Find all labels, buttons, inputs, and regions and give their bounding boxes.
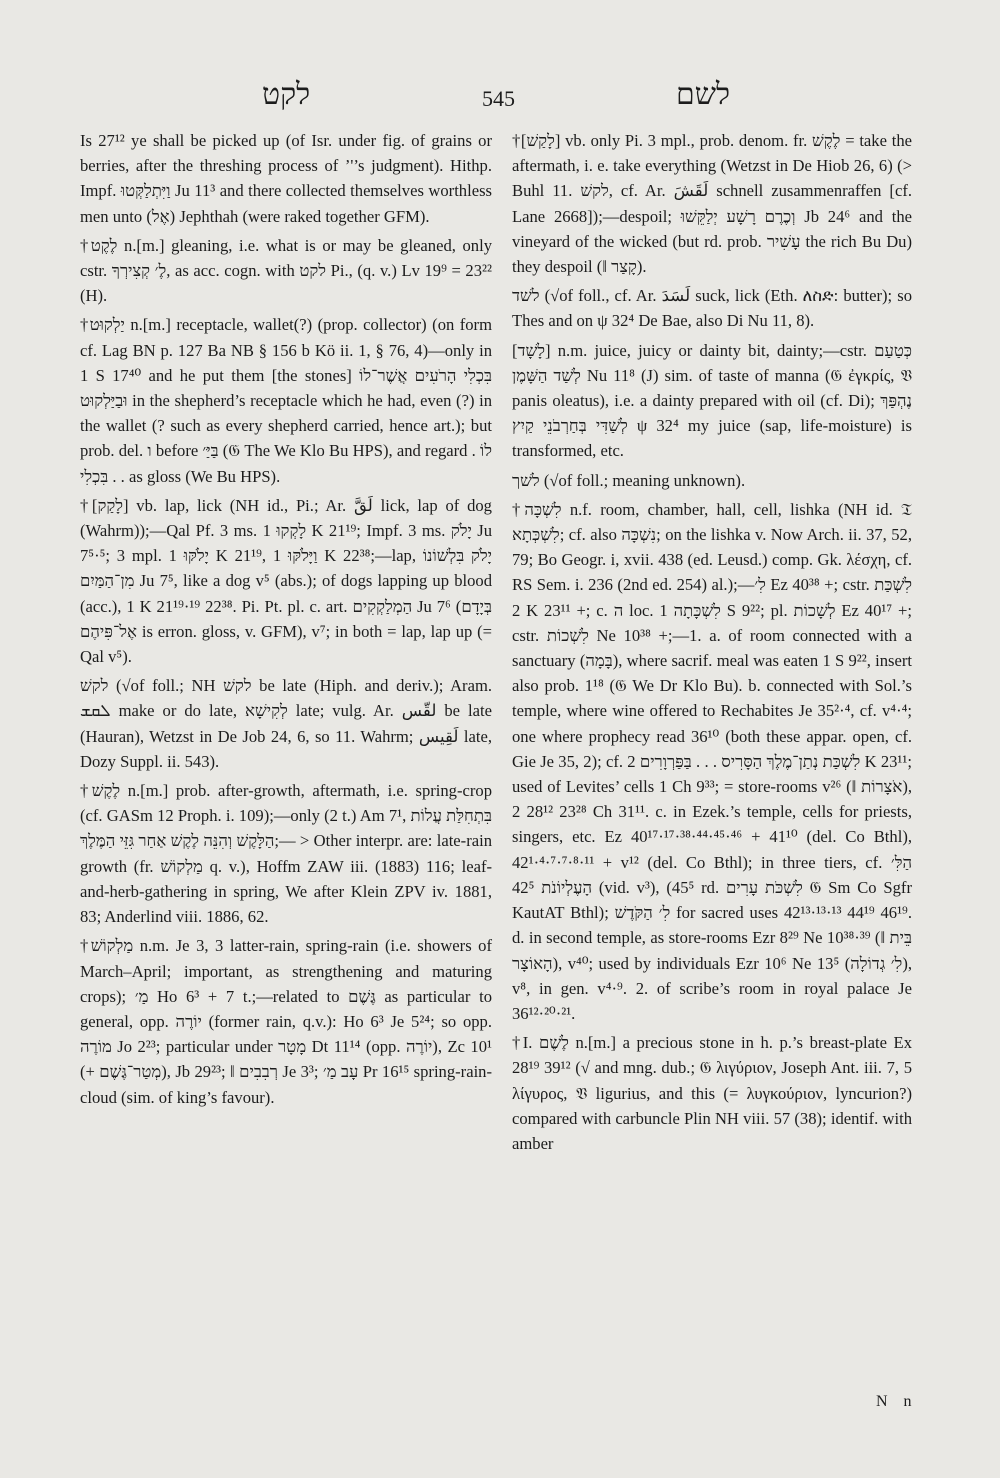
entry-paragraph: לקשׁ (√of foll.; NH לקשׁ be late (Hiph. and deriv.); Aram. ܠܩܫ make or do late, לְקִישָׁא late; vulg. Ar. لقّس be late (Hauran), Wetzst in De Job 24, 6, so 11. Wahrm; لَقِيس late, Dozy Suppl. ii. 543). bbox=[80, 676, 493, 771]
entry-paragraph: †מַלְקוֹשׁ n.m. Je 3, 3 latter-rain, spring-rain (i.e. showers of March–April; important, as strengthening and maturing crops); מַ׳ Ho 6³ + 7 t.;—related to גֶּשֶׁם as particular to general, opp. יוֹרֶה (former rain, q.v.): Ho 6³ Je 5²⁴; so opp. מוֹרֶה Jo 2²³; particular under מָטָר Dt 11¹⁴ (opp. יוֹרֶה), Zc 10¹ (+ מְטַר־גֶּשֶׁם), Jb 29²³; ‖ רְבִבִים Je 3³; עָב מַ׳ Pr 16¹⁵ spring-rain-cloud (sim. of king’s favour). bbox=[80, 936, 493, 1107]
entry-paragraph: לשׁך (√of foll.; meaning unknown). bbox=[512, 470, 746, 490]
running-head-right: לשם bbox=[676, 78, 730, 111]
right-column bbox=[512, 128, 912, 1160]
entry-paragraph: †לִשְׁכָּה n.f. room, chamber, hall, cell, lishka (NH id. 𝔗 לִשְׁכְּתָא; cf. also נִשְׁכָּה; on the lishka v. Now Arch. ii. 37, 52, 79; Bo Geogr. i, xvii. 438 (ed. Leusd.) comp. Gk. λέσχη, cf. RS Sem. i. 236 (2nd ed. 254) al.);—לִ׳ Ez 40³⁸ +; cstr. לִשְׁכַּת 2 K 23¹¹ +; c. ה loc. לִשְׁכָּתָה 1 S 9²²; pl. לְשָׁכוֹת Ez 40¹⁷ +; cstr. לִשְׁכוֹת Ne 10³⁸ +;—1. a. of room connected with a sanctuary (בָּמָה), where sacrif. meal was eaten 1 S 9²², insert also prob. 1¹⁸ (𝔊 We Dr Klo Bu). b. connected with Sol.’s temple, where wine offered to Rechabites Je 35²·⁴, cf. v⁴·⁴; one where prophecy read 36¹⁰ (both these appar. open, cf. Gie Je 35, 2); cf. לִשְׁכַּת נְתַן־מֶלֶךְ הַסָּרִיס . . . בַּפַּרְוָרִים 2 K 23¹¹; used of Levites’ cells 1 Ch 9³³; = store-rooms v²⁶ (‖ אֹצָרוֹת), 23²⁸ 28¹² 2 Ch 31¹¹. c. in Ezek.’s temple, cells for priests, singers, etc. Ez 40¹⁷·¹⁷·³⁸·⁴⁴·⁴⁵·⁴⁶ + 41¹⁰ (del. Co Bthl), 42¹·⁴·⁷·⁷·⁸·¹¹ + v¹² (del. Co Bthl); in three tiers, cf. הַלִּ׳ הָעֶלְיוֹנֹת 42⁵ (vid. v³), (45⁵ rd. לִשְׁכֹּת עָרִים 𝔊 Sm Co Sgfr KautAT Bthl); לִ׳ הַקֹּדֶשׁ for sacred uses 42¹³·¹³·¹³ 44¹⁹ 46¹⁹. d. in second temple, as store-rooms Ezr 8²⁹ Ne 10³⁸·³⁹ (‖ בֵּית הָאוֹצָר), v⁴⁰; used by individuals Ezr 10⁶ Ne 13⁵ (לִ׳ גְדוֹלָה), v⁸, in gen. v⁴·⁹. 2. of scribe’s room in royal palace Je 36¹²·²⁰·²¹. bbox=[512, 499, 913, 1023]
entry-paragraph: †[לָקַק] vb. lap, lick (NH id., Pi.; Ar. لَقَّ lick, lap of dog (Wahrm));—Qal Pf. 3 ms. לָקְקוּ 1 K 21¹⁹; Impf. 3 ms. יָלֹק Ju 7⁵·⁵; 3 mpl. יָלֹקּוּ 1 K 21¹⁹, וַיָּלֹקּוּ 1 K 22³⁸;—lap, יָלֹק בִּלְשׁוֹנוֹ מִן־הַמַּיִם Ju 7⁵, like a dog v⁵ (abs.); of dogs lapping up blood (acc.), 1 K 21¹⁹·¹⁹ 22³⁸. Pi. Pt. pl. c. art. הַמְלַקְקִים Ju 7⁶ (בְּיָדָם אֶל־פִּיהֶם is erron. gloss, v. GFM), v⁷; in both = lap, lap up (= Qal v⁵). bbox=[80, 495, 493, 667]
entry-paragraph: †[לָקַשׁ] vb. only Pi. 3 mpl., prob. denom. fr. לֶקֶשׁ = take the aftermath, i. e. take everything (Wetzst in De Hiob 26, 6) (> Buhl 11. לקשׁ, cf. Ar. لَقَشَ schnell zusammenraffen [cf. Lane 2668]);—despoil; וְכֶרֶם רָשָׁע יְלַקֵּשׁוּ Jb 24⁶ and the vineyard of the wicked (but rd. prob. עָשִׁיר the rich Bu Du) they despoil (‖ קָצַר). bbox=[512, 131, 913, 277]
signature-mark: N n bbox=[876, 1393, 918, 1410]
running-head-left: לקט bbox=[262, 78, 311, 111]
entry-paragraph: †לֶקֶשׁ n.[m.] prob. after-growth, aftermath, i.e. spring-crop (cf. GASm 12 Proph. i. 109);—only (2 t.) Am 7¹, בִּתְחִלַּת עֲלוֹת הַלָּקֶשׁ וְהִנֵּה לֶקֶשׁ אַחַר גִּזֵּי הַמֶּלֶךְ;— > Other interpr. are: late-rain growth (fr. מַלְקוֹשׁ q. v.), Hoffm ZAW iii. (1883) 116; leaf-and-herb-gathering in spring, We after Klein ZPV iv. 1881, 83; Anderlind viii. 1886, 62. bbox=[80, 781, 492, 927]
page-number: 545 bbox=[482, 86, 515, 111]
entry-paragraph: Is 27¹² ye shall be picked up (of Isr. under fig. of grains or berries, after the threshing process of ’'’s judgment). Hithp. Impf. וַיִּתְלַקְּטוּ Ju 11³ and there collected themselves worthless men unto (אֶל) Jephthah (were raked together GFM). bbox=[80, 131, 492, 226]
entry-paragraph: לשׁד (√of foll., cf. Ar. لَسَدَ suck, lick (Eth. ለስድ: butter); so Thes and on ψ 32⁴ De Bae, also Di Nu 11, 8). bbox=[512, 286, 912, 331]
entry-paragraph: †I. לֶשֶׁם n.[m.] a precious stone in h. p.’s breast-plate Ex 28¹⁹ 39¹² (√ and mng. dub.; 𝔊 λιγύριον, Joseph Ant. iii. 7, 5 λίγυρος, 𝔙 ligurius, and this (= λυγκούριον, lyncurion?) compared with carbuncle Plin NH viii. 57 (38); identif. with amber bbox=[512, 1033, 912, 1153]
entry-paragraph: †יַלְקוּט n.[m.] receptacle, wallet(?) (prop. collector) (on form cf. Lag BN p. 127 Ba NB § 156 b Kö ii. 1, § 76, 4)—only in 1 S 17⁴⁰ and he put them [the stones] בִּכְלִי הָרֹעִים אֲשֶׁר־לוֹ וּבַיַּלְקוּט in the shepherd’s receptacle which he had, even (?) in the wallet (? such as every shepherd carried, hence art.); but prob. del. ו before בַּיַּ׳ (𝔊 The We Klo Bu HPS), and regard לוֹ . . . בִּכְלִי as gloss (We Bu HPS). bbox=[80, 315, 492, 486]
entry-paragraph: †לֶקֶט n.[m.] gleaning, i.e. what is or may be gleaned, only cstr. לֶ׳ קְצִירְךָ, as acc. cogn. with לקט Pi., (q. v.) Lv 19⁹ = 23²² (H). bbox=[80, 235, 492, 306]
entry-paragraph: [לָשָׁד] n.m. juice, juicy or dainty bit, dainty;—cstr. כְּטַעַם לְשַׁד הַשָּׁמֶן Nu 11⁸ (J) sim. of taste of manna (𝔊 ἐγκρίς, 𝔙 panis oleatus), i.e. a dainty prepared with oil (cf. Di); נֶהְפַּךְ לְשַׁדִּי בְּחַרְבֹנֵי קַיִץ ψ 32⁴ my juice (sap, life-moisture) is transformed, etc. bbox=[512, 340, 912, 461]
left-column bbox=[80, 128, 492, 1114]
